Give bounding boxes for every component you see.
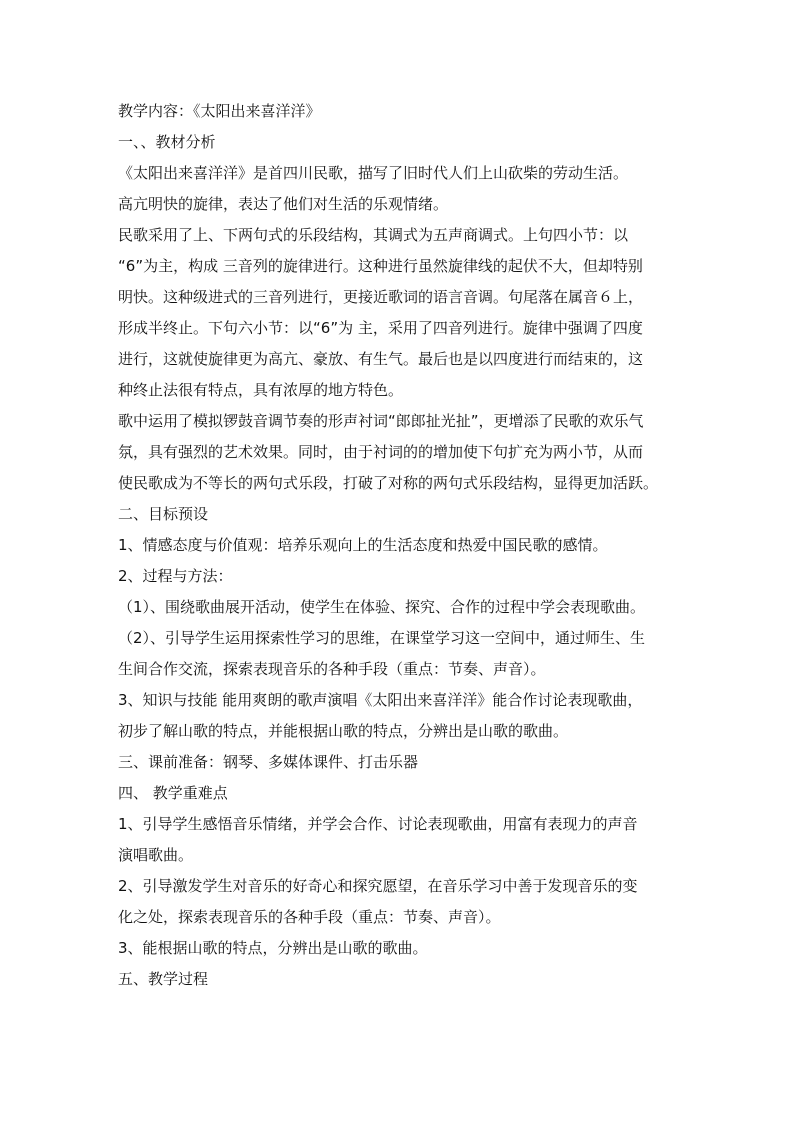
objective-item: 2、过程与方法： xyxy=(118,567,233,585)
paragraph-line: 化之处，探索表现音乐的各种手段（重点：节奏、声音）。 xyxy=(118,908,501,926)
objective-subitem: （2）、引导学生运用探索性学习的思维，在课堂学习这一空间中，通过师生、生 xyxy=(118,629,646,647)
paragraph-line: 明快。这种级进式的三音列进行，更接近歌词的语言音调。句尾落在属音６上， xyxy=(118,288,644,306)
paragraph-line: 民歌采用了上、下两句式的乐段结构，其调式为五声商调式。上句四小节：以 xyxy=(118,226,629,244)
paragraph-line: 《太阳出来喜洋洋》是首四川民歌，描写了旧时代人们上山砍柴的劳动生活。 xyxy=(118,164,629,182)
paragraph-line: 歌中运用了模拟锣鼓音调节奏的形声衬词“郎郎扯光扯”，更增添了民歌的欢乐气 xyxy=(118,412,644,430)
paragraph-line: 种终止法很有特点，具有浓厚的地方特色。 xyxy=(118,381,404,399)
objective-item: 3、知识与技能 能用爽朗的歌声演唱《太阳出来喜洋洋》能合作讨论表现歌曲， xyxy=(118,691,643,709)
paragraph-line: 高亢明快的旋律，表达了他们对生活的乐观情绪。 xyxy=(118,195,449,213)
key-point-item: 3、能根据山歌的特点，分辨出是山歌的歌曲。 xyxy=(118,939,428,957)
section-heading-textbook-analysis: 一、、教材分析 xyxy=(118,133,216,151)
document-body xyxy=(118,96,688,995)
paragraph-line: 演唱歌曲。 xyxy=(118,846,194,864)
section-heading-key-points: 四、 教学重难点 xyxy=(118,784,228,802)
paragraph-line: “6”为主，构成 三音列的旋律进行。这种进行虽然旋律线的起伏不大，但却特别 xyxy=(118,257,643,275)
objective-item: 1、情感态度与价值观：培养乐观向上的生活态度和热爱中国民歌的感情。 xyxy=(118,536,608,554)
key-point-item: 1、引导学生感悟音乐情绪，并学会合作、讨论表现歌曲，用富有表现力的声音 xyxy=(118,815,638,833)
paragraph-line: 形成半终止。下句六小节：以“6”为 主，采用了四音列进行。旋律中强调了四度 xyxy=(118,319,643,337)
objective-subitem: （1）、围绕歌曲展开活动，使学生在体验、探究、合作的过程中学会表现歌曲。 xyxy=(118,598,646,616)
section-heading-objectives: 二、目标预设 xyxy=(118,505,209,523)
paragraph-line: 进行，这就使旋律更为高亢、豪放、有生气。最后也是以四度进行而结束的，这 xyxy=(118,350,644,368)
lesson-title: 教学内容：《太阳出来喜洋洋》 xyxy=(118,102,321,120)
section-heading-preparation: 三、课前准备：钢琴、多媒体课件、打击乐器 xyxy=(118,753,419,771)
paragraph-line: 生间合作交流，探索表现音乐的各种手段（重点：节奏、声音）。 xyxy=(118,660,546,678)
key-point-item: 2、引导激发学生对音乐的好奇心和探究愿望，在音乐学习中善于发现音乐的变 xyxy=(118,877,638,895)
paragraph-line: 氛，具有强烈的艺术效果。同时，由于衬词的的增加使下句扩充为两小节，从而 xyxy=(118,443,644,461)
paragraph-line: 使民歌成为不等长的两句式乐段，打破了对称的两句式乐段结构，显得更加活跃。 xyxy=(118,474,659,492)
section-heading-teaching-process: 五、教学过程 xyxy=(118,970,209,988)
paragraph-line: 初步了解山歌的特点，并能根据山歌的特点，分辨出是山歌的歌曲。 xyxy=(118,722,569,740)
